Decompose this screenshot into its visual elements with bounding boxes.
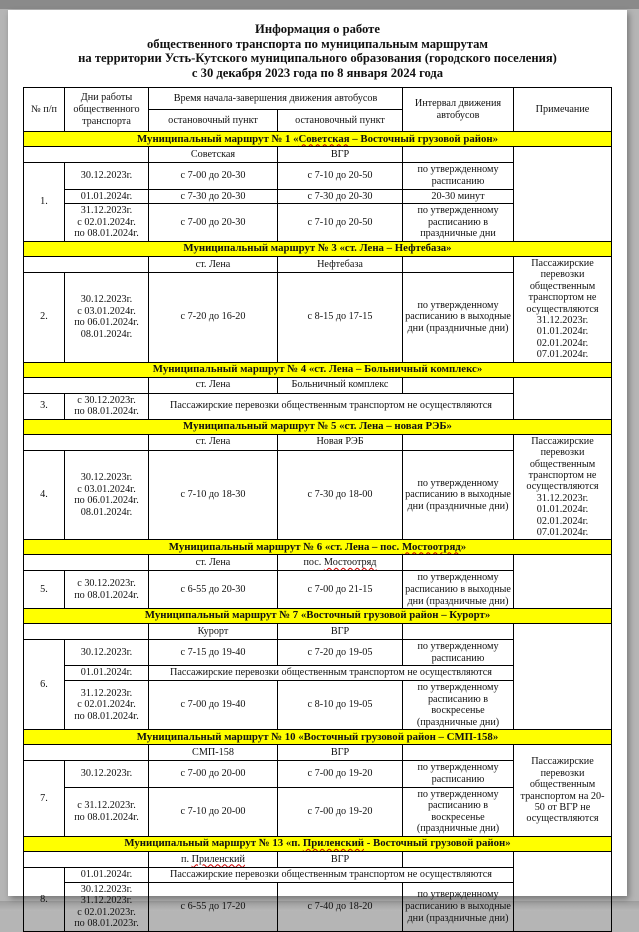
days-cell: 30.12.2023г.	[65, 761, 149, 787]
time-cell-stop-2: с 7-20 до 19-05	[278, 640, 403, 666]
stop-header-1	[149, 745, 278, 761]
route-banner	[24, 362, 612, 377]
note-cell	[514, 147, 612, 242]
text-run: Муниципальный маршрут № 3 «ст. Лена – Нефтебаза»	[183, 242, 452, 255]
note-cell	[514, 624, 612, 730]
stops-row-lead-cell	[24, 147, 149, 163]
interval-cell: по утвержденному расписанию в выходные дни (праздничные дни)	[403, 882, 514, 931]
stops-row-interval-cell	[403, 377, 514, 393]
col-header-time-group: Время начала-завершения движения автобусов	[149, 88, 403, 110]
row-number-cell: 3.	[24, 393, 65, 419]
stops-row-lead-cell	[24, 851, 149, 867]
interval-cell: по утвержденному расписанию в выходные дни (праздничные дни)	[403, 571, 514, 609]
stop-header-2	[278, 147, 403, 163]
stop-header-2	[278, 624, 403, 640]
text-run: Муниципальный маршрут № 4 «ст. Лена – Больничный комплекс»	[152, 362, 483, 375]
schedule-table-header	[24, 88, 612, 132]
text-run: Муниципальный маршрут № 13 «п.	[124, 837, 303, 850]
stops-row-lead-cell	[24, 377, 149, 393]
days-cell: 30.12.2023г. с 03.01.2024г. по 06.01.2024г. 08.01.2024г.	[65, 272, 149, 362]
stops-row-interval-cell	[403, 851, 514, 867]
stops-row-interval-cell	[403, 147, 514, 163]
title-line: на территории Усть-Кутского муниципального образования (городского поселения)	[78, 51, 557, 66]
days-cell: с 30.12.2023г. по 08.01.2024г.	[65, 393, 149, 419]
text-run: Больничный комплекс	[291, 379, 389, 391]
time-cell-stop-1: с 7-00 до 20-00	[149, 761, 278, 787]
text-run: ВГР	[330, 149, 350, 161]
col-header-note: Примечание	[514, 88, 612, 132]
service-suspended-cell: Пассажирские перевозки общественным транспортом не осуществляются	[149, 666, 514, 681]
col-header-days: Дни работы общественного транспорта	[65, 88, 149, 132]
note-cell	[514, 555, 612, 609]
time-cell-stop-2: с 7-30 до 18-00	[278, 450, 403, 540]
text-run: Муниципальный маршрут № 1 «	[137, 132, 299, 145]
stop-header-1	[149, 434, 278, 450]
stop-header-2	[278, 745, 403, 761]
misspelled-word: Приленский	[191, 853, 245, 865]
title-line: с 30 декабря 2023 года по 8 января 2024 года	[191, 65, 444, 80]
stops-row-interval-cell	[403, 624, 514, 640]
stops-row-interval-cell	[403, 745, 514, 761]
text-run: ст. Лена	[195, 379, 231, 391]
stops-row-lead-cell	[24, 745, 149, 761]
text-run: Муниципальный маршрут № 5 «ст. Лена – новая РЭБ»	[183, 419, 452, 432]
stops-row-interval-cell	[403, 256, 514, 272]
misspelled-word: Мостоотряд	[401, 540, 461, 553]
time-cell-stop-1: с 7-00 до 20-30	[149, 163, 278, 189]
text-run: ВГР	[330, 625, 350, 637]
days-cell: 01.01.2024г.	[65, 666, 149, 681]
stop-header-1	[149, 377, 278, 393]
col-header-num: № п/п	[24, 88, 65, 132]
row-number-cell: 8.	[24, 867, 65, 931]
time-cell-stop-1: с 7-30 до 20-30	[149, 189, 278, 204]
route-banner	[24, 132, 612, 147]
service-suspended-cell: Пассажирские перевозки общественным транспортом не осуществляются	[149, 867, 514, 882]
days-cell: 30.12.2023г. 31.12.2023г. с 02.01.2023г. по 08.01.2023г.	[65, 882, 149, 931]
stop-header-1	[149, 555, 278, 571]
note-cell: Пассажирские перевозки общественным транспортом не осуществляются 31.12.2023г. 01.01.2024г. 02.01.2024г. 07.01.2024г.	[514, 434, 612, 540]
interval-cell: по утвержденному расписанию	[403, 640, 514, 666]
interval-cell: по утвержденному расписанию в воскресенье (праздничные дни)	[403, 681, 514, 730]
service-suspended-cell: Пассажирские перевозки общественным транспортом не осуществляются	[149, 393, 514, 419]
title-line: общественного транспорта по муниципальным маршрутам	[146, 36, 489, 51]
days-cell: 01.01.2024г.	[65, 867, 149, 882]
route-banner	[24, 836, 612, 851]
interval-cell: по утвержденному расписанию в праздничные дни	[403, 204, 514, 242]
route-banner	[24, 241, 612, 256]
time-cell-stop-2: с 7-10 до 20-50	[278, 204, 403, 242]
stop-header-2	[278, 555, 403, 571]
time-cell-stop-2: с 7-30 до 20-30	[278, 189, 403, 204]
days-cell: 01.01.2024г.	[65, 189, 149, 204]
schedule-table	[23, 87, 612, 932]
row-number-cell: 1.	[24, 163, 65, 242]
route-banner	[24, 540, 612, 555]
stops-row-lead-cell	[24, 555, 149, 571]
text-run: Курорт	[197, 625, 229, 637]
time-cell-stop-1: с 7-15 до 19-40	[149, 640, 278, 666]
text-run: п.	[181, 853, 192, 865]
misspelled-word: Советская	[298, 132, 350, 145]
note-cell: Пассажирские перевозки общественным транспортом не осуществляются 31.12.2023г. 01.01.2024г. 02.01.2024г. 07.01.2024г.	[514, 256, 612, 362]
route-banner	[24, 419, 612, 434]
scan-top-band	[0, 0, 639, 9]
row-number-cell: 6.	[24, 640, 65, 730]
stop-header-1	[149, 147, 278, 163]
days-cell: 30.12.2023г. с 03.01.2024г. по 06.01.2024г. 08.01.2024г.	[65, 450, 149, 540]
document-title	[8, 22, 627, 80]
days-cell: с 30.12.2023г. по 08.01.2024г.	[65, 571, 149, 609]
time-cell-stop-2: с 7-40 до 18-20	[278, 882, 403, 931]
time-cell-stop-1: с 7-10 до 18-30	[149, 450, 278, 540]
stop-header-1	[149, 624, 278, 640]
days-cell: 30.12.2023г.	[65, 163, 149, 189]
time-cell-stop-1: с 7-20 до 16-20	[149, 272, 278, 362]
text-run: Муниципальный маршрут № 6 «ст. Лена – пос.	[168, 540, 402, 553]
text-run: Муниципальный маршрут № 10 «Восточный грузовой район – СМП-158»	[136, 730, 499, 743]
row-number-cell: 7.	[24, 761, 65, 837]
misspelled-word: Приленский	[302, 837, 365, 850]
document-page	[8, 10, 627, 930]
stop-header-2	[278, 851, 403, 867]
text-run: ст. Лена	[195, 436, 231, 448]
stops-row-lead-cell	[24, 256, 149, 272]
time-cell-stop-1: с 6-55 до 20-30	[149, 571, 278, 609]
text-run: Советская	[190, 149, 236, 161]
time-cell-stop-2: с 7-00 до 21-15	[278, 571, 403, 609]
time-cell-stop-2: с 8-15 до 17-15	[278, 272, 403, 362]
stop-header-1	[149, 851, 278, 867]
row-number-cell: 2.	[24, 272, 65, 362]
time-cell-stop-1: с 6-55 до 17-20	[149, 882, 278, 931]
interval-cell: по утвержденному расписанию в выходные дни (праздничные дни)	[403, 272, 514, 362]
stops-row-interval-cell	[403, 434, 514, 450]
stop-header-2	[278, 256, 403, 272]
interval-cell: по утвержденному расписанию	[403, 163, 514, 189]
interval-cell: по утвержденному расписанию в воскресенье (праздничные дни)	[403, 787, 514, 836]
row-number-cell: 5.	[24, 571, 65, 609]
row-number-cell: 4.	[24, 450, 65, 540]
text-run: Нефтебаза	[317, 258, 363, 270]
days-cell: 31.12.2023г. с 02.01.2024г. по 08.01.2024г.	[65, 204, 149, 242]
interval-cell: по утвержденному расписанию	[403, 761, 514, 787]
text-run: »	[460, 540, 467, 553]
schedule-table-body	[24, 132, 612, 932]
route-banner	[24, 730, 612, 745]
time-cell-stop-2: с 7-00 до 19-20	[278, 761, 403, 787]
note-cell: Пассажирские перевозки общественным транспортом на 20-50 от ВГР не осуществляются	[514, 745, 612, 837]
col-header-interval: Интервал движения автобусов	[403, 88, 514, 132]
text-run: – Восточный грузовой район»	[349, 132, 498, 145]
text-run: - Восточный грузовой район»	[364, 837, 511, 850]
time-cell-stop-2: с 7-10 до 20-50	[278, 163, 403, 189]
text-run: Муниципальный маршрут № 7 «Восточный грузовой район – Курорт»	[144, 609, 491, 622]
stop-header-2	[278, 434, 403, 450]
text-run: ст. Лена	[195, 258, 231, 270]
title-line: Информация о работе	[255, 22, 380, 36]
days-cell: 31.12.2023г. с 02.01.2024г. по 08.01.2024г.	[65, 681, 149, 730]
time-cell-stop-1: с 7-00 до 19-40	[149, 681, 278, 730]
route-banner	[24, 609, 612, 624]
stops-row-lead-cell	[24, 434, 149, 450]
days-cell: 30.12.2023г.	[65, 640, 149, 666]
text-run: ВГР	[330, 747, 350, 759]
interval-cell: 20-30 минут	[403, 189, 514, 204]
note-cell	[514, 377, 612, 419]
misspelled-word: Мостоотряд	[323, 557, 377, 569]
text-run: пос.	[303, 557, 324, 569]
text-run: ВГР	[330, 853, 350, 865]
days-cell: с 31.12.2023г. по 08.01.2024г.	[65, 787, 149, 836]
text-run: СМП-158	[192, 747, 234, 759]
interval-cell: по утвержденному расписанию в выходные дни (праздничные дни)	[403, 450, 514, 540]
stop-header-1	[149, 256, 278, 272]
time-cell-stop-1: с 7-10 до 20-00	[149, 787, 278, 836]
text-run: ст. Лена	[195, 557, 231, 569]
col-header-stop-b: остановочный пункт	[278, 110, 403, 132]
text-run: Новая РЭБ	[316, 436, 364, 448]
time-cell-stop-2: с 8-10 до 19-05	[278, 681, 403, 730]
note-cell	[514, 851, 612, 931]
col-header-stop-a: остановочный пункт	[149, 110, 278, 132]
time-cell-stop-2: с 7-00 до 19-20	[278, 787, 403, 836]
time-cell-stop-1: с 7-00 до 20-30	[149, 204, 278, 242]
stops-row-lead-cell	[24, 624, 149, 640]
stop-header-2	[278, 377, 403, 393]
stops-row-interval-cell	[403, 555, 514, 571]
